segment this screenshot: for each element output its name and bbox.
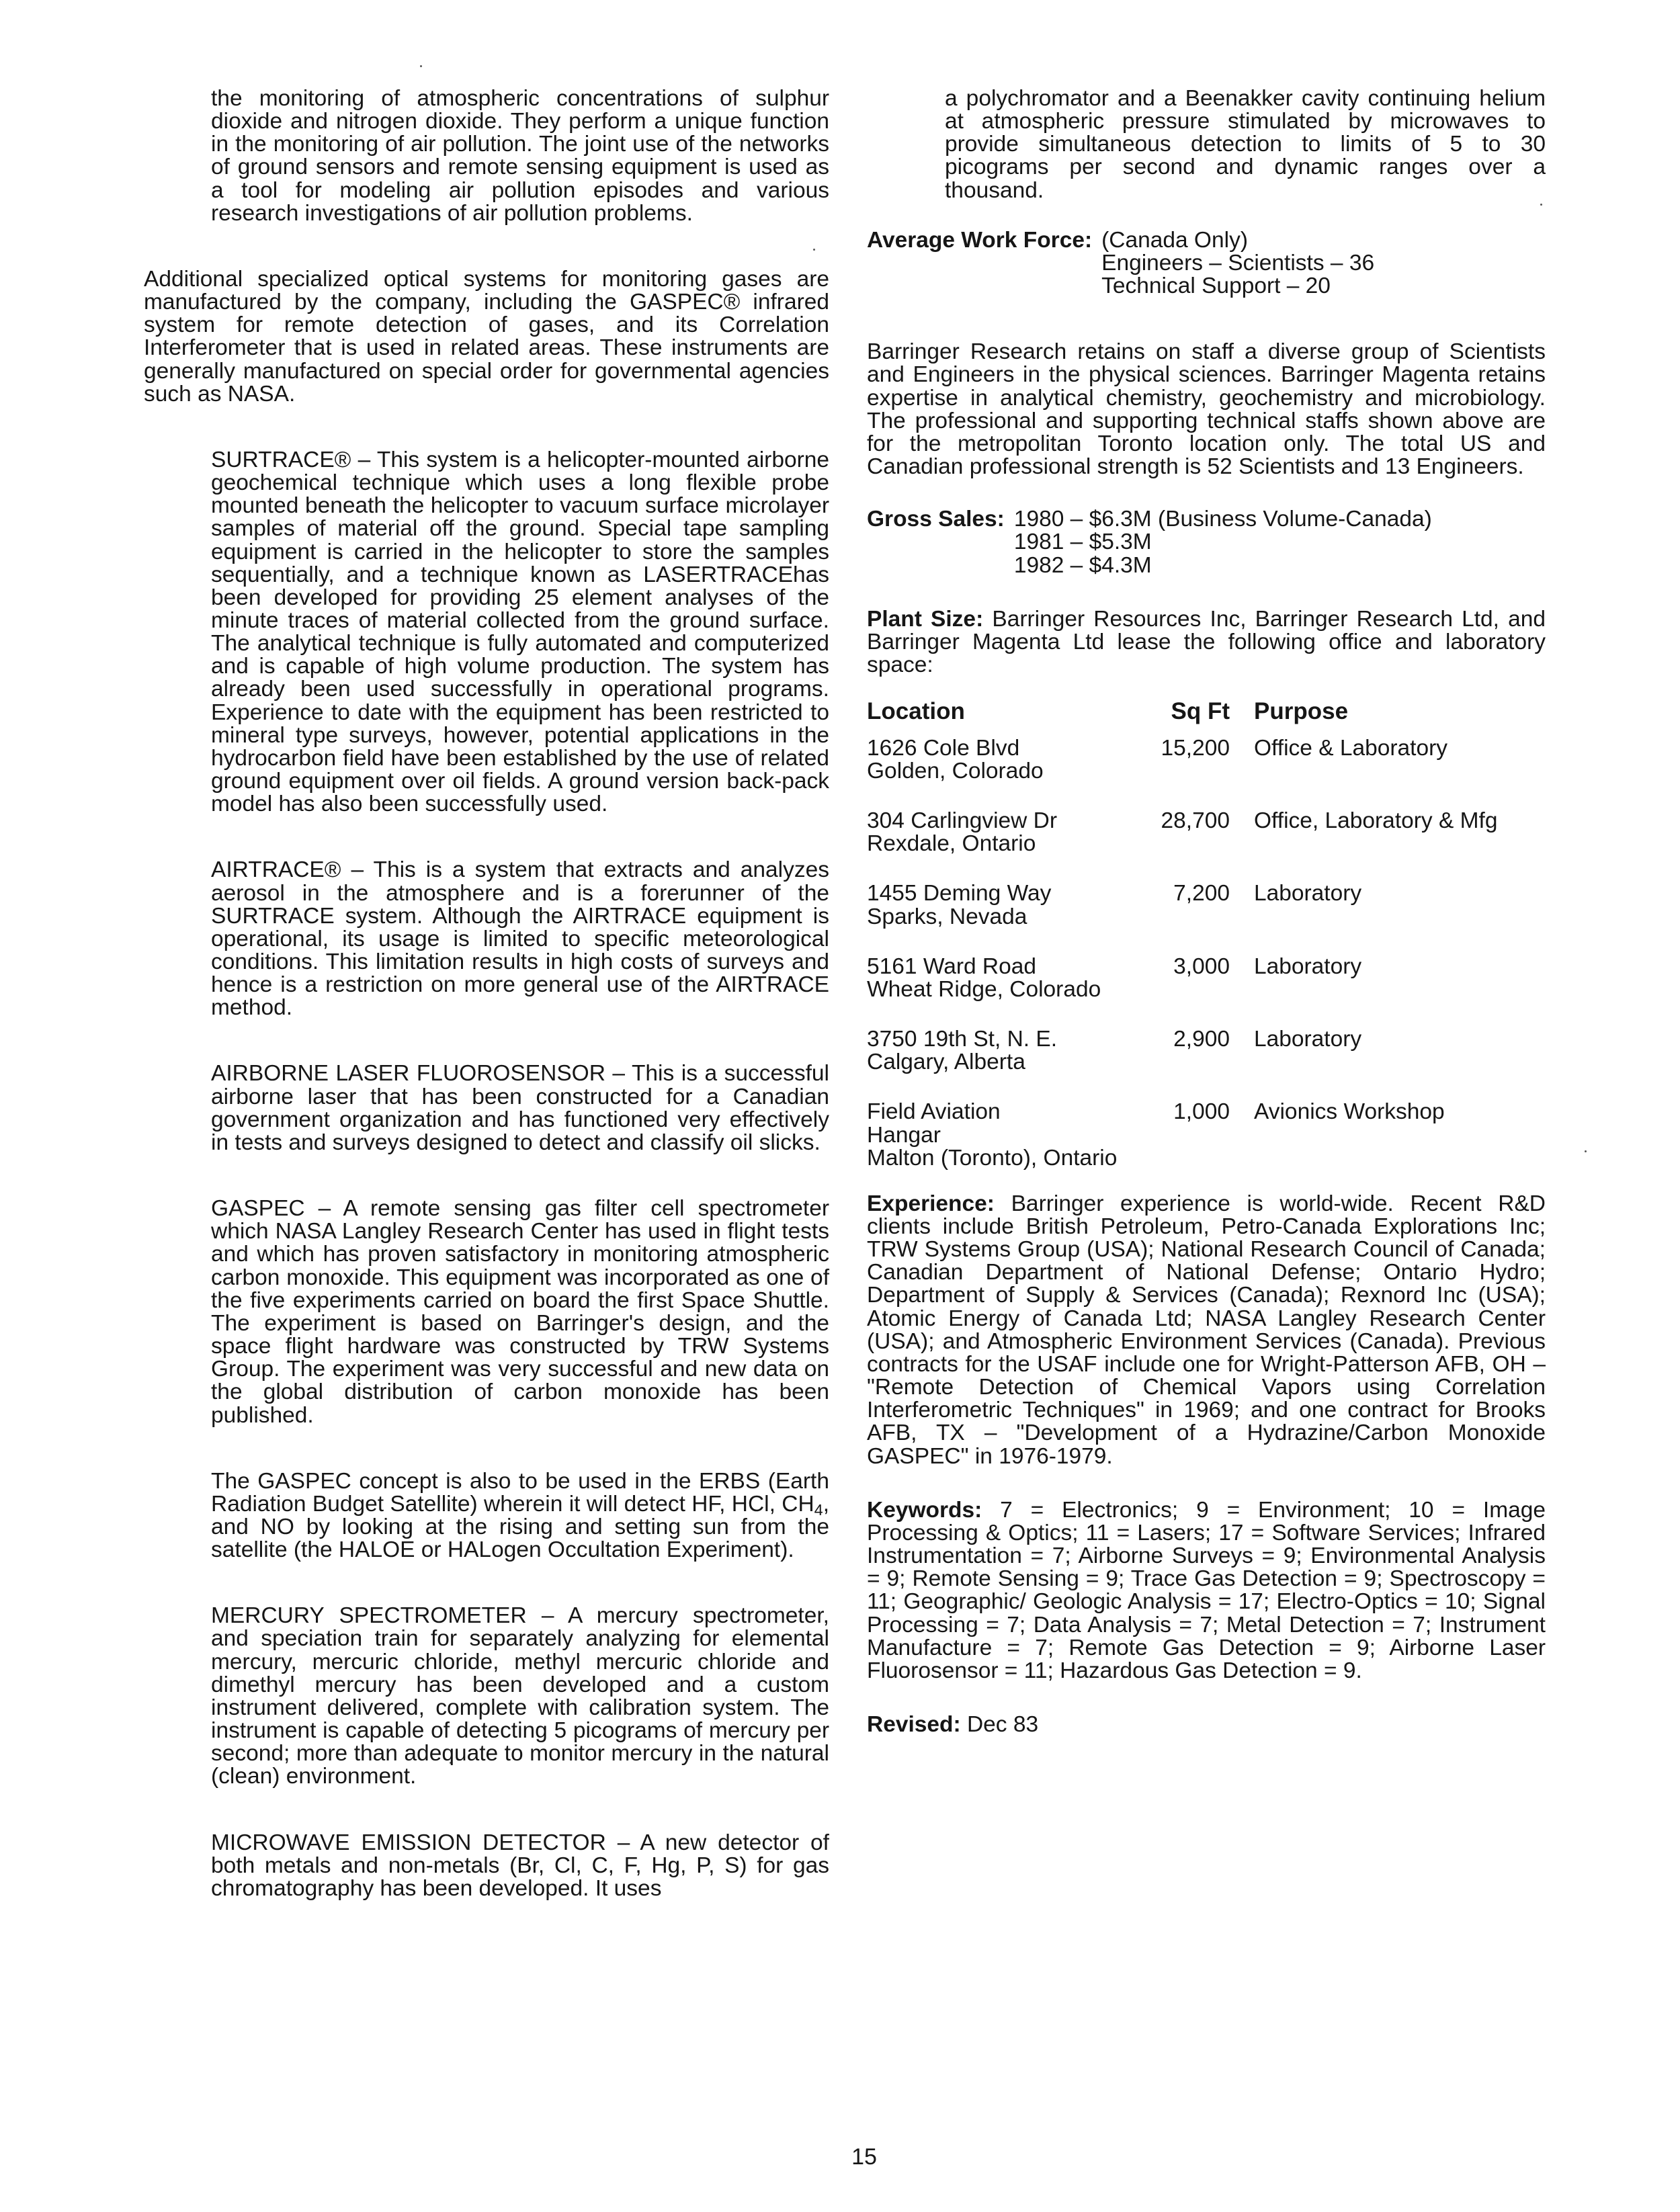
table-row: 3750 19th St, N. E. Calgary, Alberta 2,900 Laboratory [867,1027,1362,1075]
locations-table [867,699,1546,1197]
surtrace-paragraph: SURTRACE® – This system is a helicopter-mounted airborne geochemical technique which uses a long flexible probe mounted beneath the helicopter to vacuum surface microlayer samples of material off the ground. Special tape sampling equipment is carried in the helicopter to store the samples sequentially, and a technique known as LASERTRACEhas been developed for providing 25 element analyses of the minute traces of material collected from the ground surface. The analytical technique is fully automated and computerized and is capable of high volume production. The system has already been used successfully in operational programs. Experience to date with the equipment has been restricted to mineral type surveys, however, potential applications in the hydrocarbon field have been established by the use of related ground equipment over oil fields. A ground version back-pack model has also been successfully used. [211,447,829,817]
table-row: 1455 Deming Way Sparks, Nevada 7,200 Laboratory [867,881,1362,929]
mercury-spectrometer-paragraph: MERCURY SPECTROMETER – A mercury spectrometer, and speciation train for separately analyzing for elemental mercury, mercuric chloride, methyl mercuric chloride and dimethyl mercury has been developed and a custom instrument delivered, complete with calibration system. The instrument is capable of detecting 5 picograms of mercury per second; more than adequate to monitor mercury in the natural (clean) environment. [211,1603,829,1789]
table-row: 1626 Cole Blvd Golden, Colorado 15,200 Office & Laboratory [867,735,1448,783]
gaspec-paragraph: GASPEC – A remote sensing gas filter cell spectrometer which NASA Langley Research Center has used in flight tests and which has proven satisfactory in monitoring atmospheric carbon monoxide. This equipment was incorporated as one of the five experiments carried on board the first Space Shuttle. The experiment is based on Barringer's design, and the space flight hardware was constructed by TRW Systems Group. The experiment was very successful and new data on the global distribution of carbon monoxide has been published. [211,1196,829,1428]
work-force-label: Average Work Force: [867,227,1093,253]
table-header-row [867,699,1546,737]
keywords-paragraph: Keywords: 7 = Electronics; 9 = Environment; 10 = Image Processing & Optics; 11 = Lasers; 17 = Software Services; Infrared Instrumentation = 7; Airborne Surveys = 9; Environmental Analysis = 9; Remote Sensing = 9; Trace Gas Detection = 9; Spectroscopy = 11; Geographic/ Geologic Analysis = 17; Electro-Optics = 10; Signal Processing = 7; Data Analysis = 7; Metal Detection = 7; Instrument Manufacture = 7; Remote Gas Detection = 9; Airborne Laser Fluorosensor = 11; Hazardous Gas Detection = 9. [867,1497,1546,1683]
location-header: Location [867,698,965,725]
scan-speck [1585,1150,1587,1152]
gross-sales-section [867,508,1546,577]
plant-size-paragraph: Plant Size: Barringer Resources Inc, Barringer Research Ltd, and Barringer Magenta Ltd lease the following office and laboratory space: [867,606,1546,677]
polychromator-paragraph: a polychromator and a Beenakker cavity continuing helium at atmospheric pressure stimulated by microwaves to provide simultaneous detection to limits of 5 to 30 picograms per second and dynamic ranges over a thousand. [945,86,1546,203]
optical-systems-paragraph: Additional specialized optical systems for monitoring gases are manufactured by the company, including the GASPEC® infrared system for remote detection of gases, and its Correlation Interferometer that is used in related areas. These instruments are generally manufactured on special order for governmental agencies such as NASA. [144,266,829,407]
gross-sales-values: 1980 – $6.3M (Business Volume-Canada) 1981 – $5.3M 1982 – $4.3M [1013,507,1432,578]
laser-fluorosensor-paragraph: AIRBORNE LASER FLUOROSENSOR – This is a successful airborne laser that has been constructed for a Canadian government organization and has functioned very effectively in tests and surveys designed to detect and classify oil slicks. [211,1061,829,1155]
gross-sales-label: Gross Sales: [867,507,1005,532]
right-column [867,87,1546,1736]
work-force-values: (Canada Only) Engineers – Scientists – 36 Technical Support – 20 [1101,227,1375,299]
experience-paragraph: Experience: Barringer experience is world-wide. Recent R&D clients include British Petroleum, Petro-Canada Explorations Inc; TRW Systems Group (USA); National Research Council of Canada; Canadian Department of National Defense; Ontario Hydro; Department of Supply & Services (Canada); Rexnord Inc (USA); Atomic Energy of Canada Ltd; NASA Langley Research Center (USA); and Atmospheric Environment Services (Canada). Previous contracts for the USAF include one for Wright-Patterson AFB, OH – "Remote Detection of Chemical Vapors using Correlation Interferometric Techniques" in 1969; and one contract for Brooks AFB, TX – "Development of a Hydrazine/Carbon Monoxide GASPEC" in 1976-1979. [867,1191,1546,1469]
erbs-paragraph: The GASPEC concept is also to be used in the ERBS (Earth Radiation Budget Satellite) wherein it will detect HF, HCl, $CH_4$, and NO by looking at the rising and setting sun from the satellite (the HALOE or HALogen Occultation Experiment). [211,1468,829,1563]
table-row: Field Aviation Hangar Malton (Toronto), Ontario 1,000 Avionics Workshop [867,1099,1445,1171]
table-row: 5161 Ward Road Wheat Ridge, Colorado 3,000 Laboratory [867,953,1362,1002]
airtrace-paragraph: AIRTRACE® – This is a system that extracts and analyzes aerosol in the atmosphere and is a forerunner of the SURTRACE system. Although the AIRTRACE equipment is operational, its usage is limited to specific meteorological conditions. This limitation results in high costs of surveys and hence is a restriction on more general use of the AIRTRACE method. [211,857,829,1021]
sqft-header: Sq Ft [1171,698,1230,725]
revised-line: Revised: Dec 83 [867,1711,1039,1737]
work-force-section [867,229,1546,298]
page-number: 15 [851,2144,877,2170]
purpose-header: Purpose [1254,698,1349,725]
scan-speck [420,65,422,67]
staff-paragraph: Barringer Research retains on staff a diverse group of Scientists and Engineers in the physical sciences. Barringer Magenta retains expertise in analytical chemistry, geochemistry and microbiology. The professional and supporting technical staffs shown above are for the metropolitan Toronto location only. The total US and Canadian professional strength is 52 Scientists and 13 Engineers. [867,339,1546,480]
monitoring-paragraph: the monitoring of atmospheric concentrations of sulphur dioxide and nitrogen dioxide. They perform a unique function in the monitoring of air pollution. The joint use of the networks of ground sensors and remote sensing equipment is used as a tool for modeling air pollution episodes and various research investigations of air pollution problems. [211,86,829,226]
microwave-detector-paragraph: MICROWAVE EMISSION DETECTOR – A new detector of both metals and non-metals (Br, Cl, C, F, Hg, P, S) for gas chromatography has been developed. It uses [211,1830,829,1901]
left-column [144,87,829,1900]
table-row: 304 Carlingview Dr Rexdale, Ontario 28,700 Office, Laboratory & Mfg [867,808,1498,857]
